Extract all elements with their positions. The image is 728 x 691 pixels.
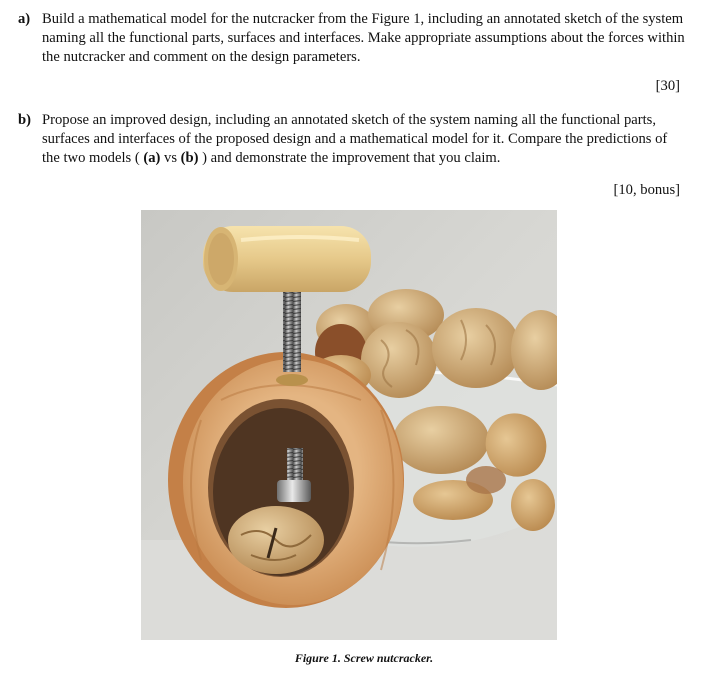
- question-b-text: [42, 111, 688, 168]
- question-b-marks: [10, bonus]: [613, 182, 680, 198]
- question-b-text-end: ) and demonstrate the improvement that you claim.: [198, 150, 501, 166]
- question-b-ref-b: (b): [180, 150, 199, 166]
- question-a-marks: [30]: [655, 78, 680, 94]
- question-b-ref-a: (a): [143, 150, 161, 166]
- question-b-text-start: Propose an improved design, including an annotated sketch of the system naming all the functional parts, surfaces and interfaces of the proposed design and a mathematical model for it. Compare the predictions of the two models (: [42, 112, 668, 166]
- question-a: [18, 10, 688, 67]
- figure-caption: Figure 1. Screw nutcracker.: [294, 651, 434, 665]
- question-b-vs: vs: [160, 150, 181, 166]
- question-a-label: a): [18, 11, 31, 27]
- question-b-label: b): [18, 112, 31, 128]
- nutcracker-photo: [141, 210, 557, 640]
- question-b: [18, 111, 688, 168]
- question-a-text: Build a mathematical model for the nutcracker from the Figure 1, including an annotated sketch of the system naming all the functional parts, surfaces and interfaces. Make appropriate assumptions about the forces within the nutcracker and comment on the design parameters.: [42, 11, 685, 65]
